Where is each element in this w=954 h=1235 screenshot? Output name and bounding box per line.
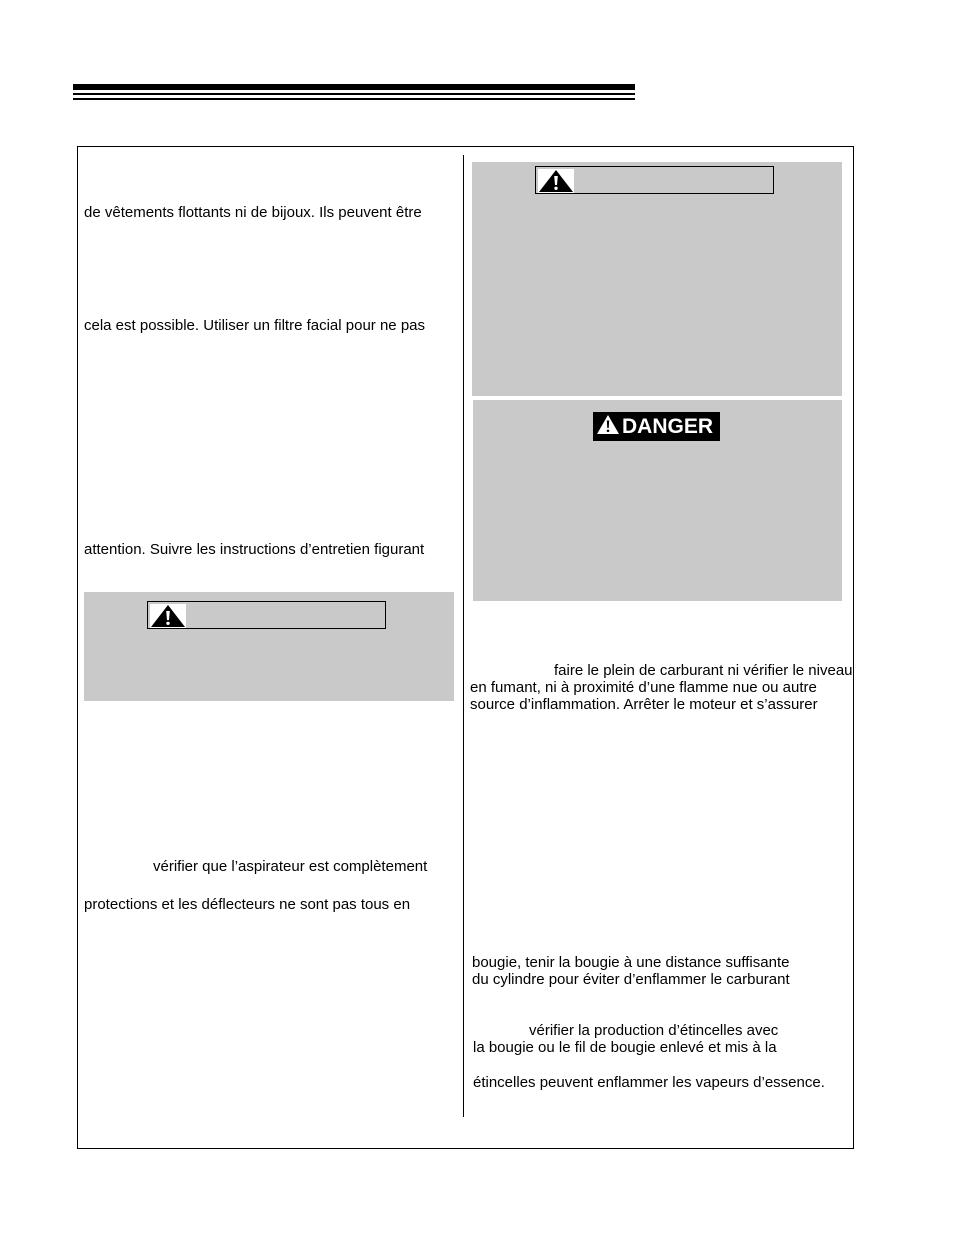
right-text-line-5: du cylindre pour éviter d’enflammer le carburant: [472, 971, 790, 988]
header-rule-thin-1: [73, 93, 635, 95]
danger-label: DANGER: [622, 414, 714, 438]
header-rule-thin-2: [73, 98, 635, 100]
left-text-line-5: protections et les déflecteurs ne sont pas tous en: [84, 896, 411, 913]
right-warning-label-box: [535, 166, 774, 194]
left-text-line-4: vérifier que l’aspirateur est complètement: [153, 858, 428, 875]
left-text-line-3: attention. Suivre les instructions d’entretien figurant: [84, 541, 425, 558]
danger-badge: [593, 412, 720, 441]
right-text-line-8: étincelles peuvent enflammer les vapeurs d’essence.: [473, 1074, 825, 1091]
right-text-line-1: faire le plein de carburant ni vérifier le niveau: [554, 662, 853, 679]
warning-triangle-icon: [538, 169, 574, 193]
header-rule-thick: [73, 84, 635, 90]
warning-triangle-icon: [596, 414, 620, 440]
right-text-line-6: vérifier la production d’étincelles avec: [529, 1022, 779, 1039]
right-text-line-2: en fumant, ni à proximité d’une flamme nue ou autre: [470, 679, 817, 696]
column-divider: [463, 155, 464, 1117]
right-text-line-7: la bougie ou le fil de bougie enlevé et mis à la: [473, 1039, 777, 1056]
left-text-line-2: cela est possible. Utiliser un filtre facial pour ne pas: [84, 317, 426, 334]
warning-triangle-icon: [150, 604, 186, 628]
right-text-line-3: source d’inflammation. Arrêter le moteur et s’assurer: [470, 696, 818, 713]
right-text-line-4: bougie, tenir la bougie à une distance suffisante: [472, 954, 790, 971]
left-warning-label-box: [147, 601, 386, 629]
right-warning-panel: [472, 162, 842, 396]
left-text-line-1: de vêtements flottants ni de bijoux. Ils peuvent être: [84, 204, 422, 221]
